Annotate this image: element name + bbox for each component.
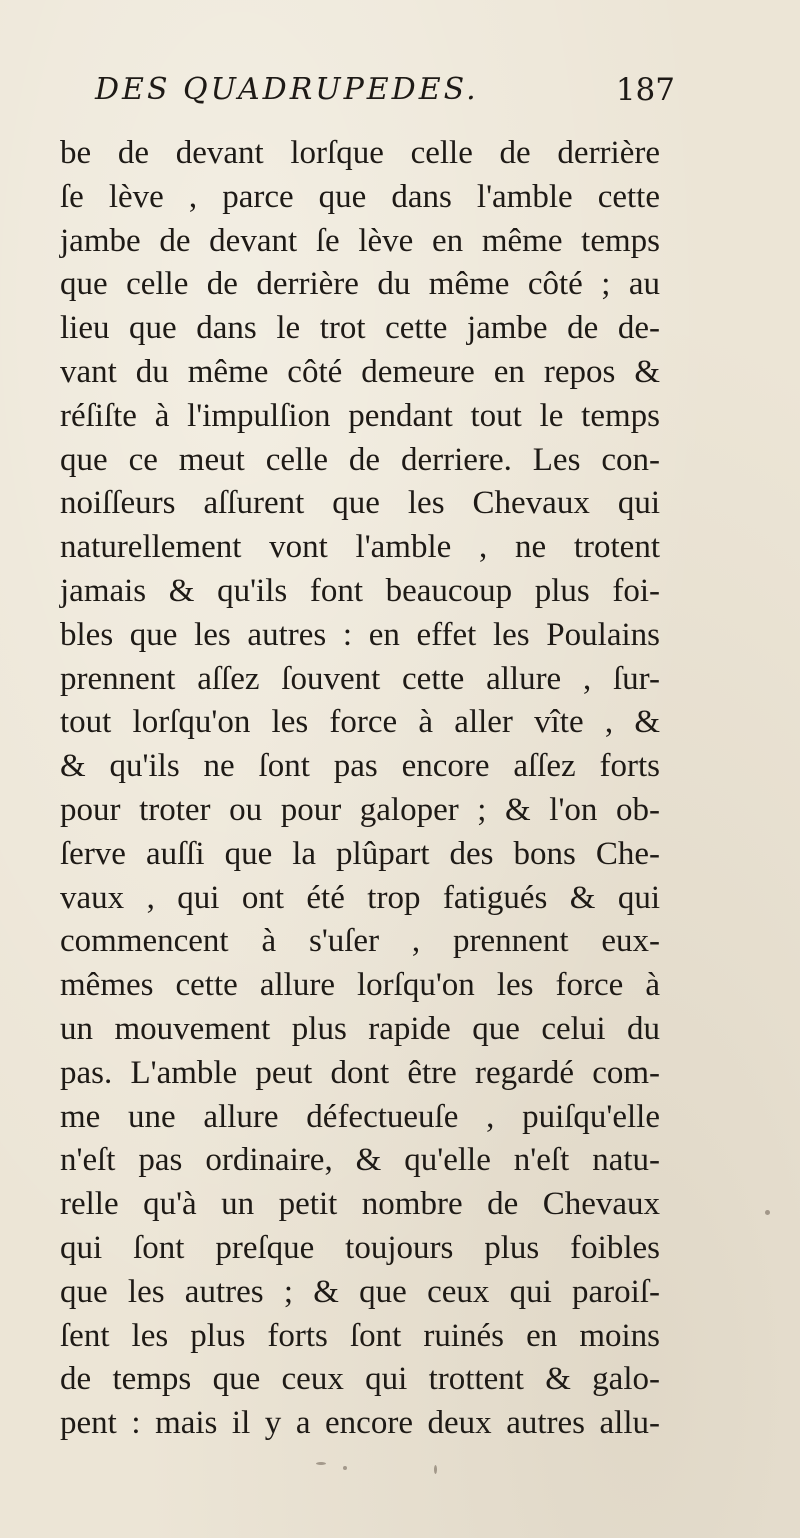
text-line: pas. L'amble peut dont être regardé com- <box>60 1054 660 1091</box>
text-line: vant du même côté demeure en repos & <box>60 353 660 390</box>
text-line: me une allure défectueuſe , puiſqu'elle <box>60 1098 660 1135</box>
text-line: n'eſt pas ordinaire, & qu'elle n'eſt natu- <box>60 1142 660 1179</box>
text-line: bles que les autres : en effet les Poulains <box>60 616 660 653</box>
text-line: ſe lève , parce que dans l'amble cette <box>60 178 660 215</box>
text-line: que les autres ; & que ceux qui paroiſ- <box>60 1273 660 1310</box>
text-line: ſent les plus forts ſont ruinés en moins <box>60 1317 660 1354</box>
text-line: relle qu'à un petit nombre de Chevaux <box>60 1186 660 1223</box>
paper-speck <box>316 1462 326 1465</box>
text-line: commencent à s'uſer , prennent eux- <box>60 923 660 960</box>
text-line: ſerve auſſi que la plûpart des bons Che- <box>60 835 660 872</box>
text-line: que celle de derrière du même côté ; au <box>60 266 660 303</box>
text-line: noiſſeurs aſſurent que les Chevaux qui <box>60 485 660 522</box>
text-line: que ce meut celle de derriere. Les con- <box>60 441 660 478</box>
text-line: pent : mais il y a encore deux autres allu- <box>60 1405 660 1442</box>
text-line: jamais & qu'ils font beaucoup plus foi- <box>60 572 660 609</box>
paper-speck <box>765 1210 770 1215</box>
text-line: de temps que ceux qui trottent & galo- <box>60 1361 660 1398</box>
text-line: prennent aſſez ſouvent cette allure , ſur- <box>60 660 660 697</box>
text-line: & qu'ils ne ſont pas encore aſſez forts <box>60 748 660 785</box>
body-text <box>60 132 660 1446</box>
text-line: pour troter ou pour galoper ; & l'on ob- <box>60 791 660 828</box>
page-number: 187 <box>615 72 675 108</box>
paper-speck <box>434 1465 437 1474</box>
text-line: un mouvement plus rapide que celui du <box>60 1010 660 1047</box>
text-line: réſiſte à l'impulſion pendant tout le temps <box>60 397 660 434</box>
running-head <box>95 72 675 122</box>
text-line: mêmes cette allure lorſqu'on les force à <box>60 967 660 1004</box>
text-line: be de devant lorſque celle de derrière <box>60 135 660 171</box>
text-line: qui ſont preſque toujours plus foibles <box>60 1229 660 1266</box>
text-line: lieu que dans le trot cette jambe de de- <box>60 310 660 347</box>
text-line: vaux , qui ont été trop fatigués & qui <box>60 879 660 916</box>
paper-speck <box>343 1466 347 1470</box>
text-line: tout lorſqu'on les force à aller vîte , & <box>60 704 660 741</box>
text-line: jambe de devant ſe lève en même temps <box>60 222 660 259</box>
running-title: DES QUADRUPEDES. <box>95 72 479 107</box>
text-line: naturellement vont l'amble , ne trotent <box>60 529 660 566</box>
